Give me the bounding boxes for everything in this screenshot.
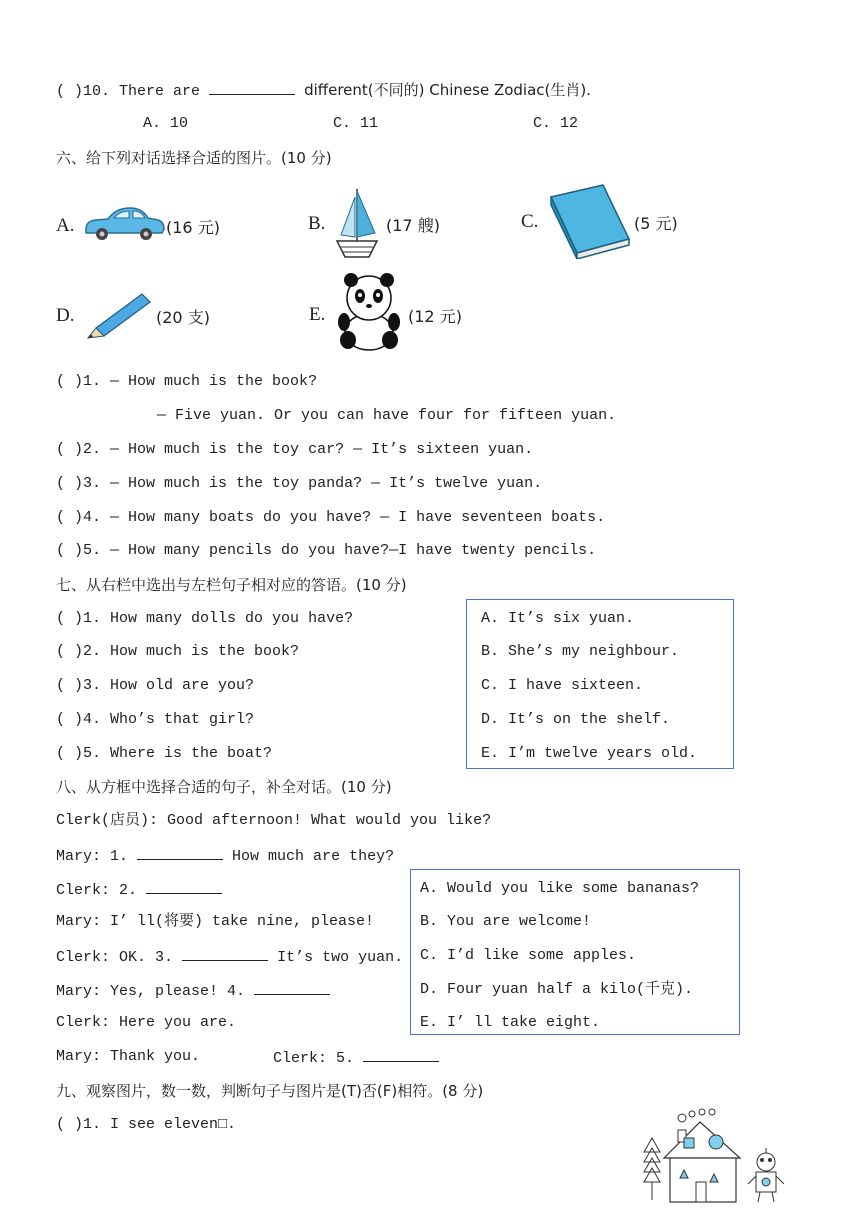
answer-blank-5[interactable] [363,1047,439,1062]
sailboat-icon [333,185,381,261]
s8-line-2-post: How much are they? [232,848,395,865]
picture-letter-c: C. [521,211,539,232]
s8-line-6 [56,980,330,1002]
q10-text-pre: There are [119,83,201,100]
picture-price-c: (5 元) [634,214,678,233]
answer-blank-3[interactable] [182,946,268,961]
s8-line-3 [56,879,222,901]
s7-left-2 [56,642,299,662]
s8-option-d: D. Four yuan half a kilo(千克). [420,981,694,998]
toy-car-icon [82,203,166,243]
picture-price-a: (16 元) [166,218,220,237]
answer-blank-2[interactable] [146,879,222,894]
picture-letter-a: A. [56,215,75,236]
answer-paren[interactable]: ( )1. [56,373,102,390]
picture-letter-e: E. [309,304,326,325]
answer-paren[interactable]: ( )5. [56,745,102,762]
s8-line-2-pre: Mary: 1. [56,848,129,865]
s8-line-7: Clerk: Here you are. [56,1014,237,1031]
s8-line-8b [273,1047,439,1069]
q10-line [56,80,591,102]
picture-price-b: (17 艘) [386,216,440,235]
s8-line-5-post: It’s two yuan. [277,949,404,966]
s6-item-text: — How many boats do you have? — I have seventeen boats. [110,509,606,526]
answer-paren[interactable]: ( )3. [56,677,102,694]
answer-paren[interactable]: ( )2. [56,643,102,660]
s7-left-4 [56,710,254,730]
answer-paren[interactable]: ( )4. [56,509,102,526]
picture-letter-b: B. [308,213,326,234]
section7-title: 七、从右栏中选出与左栏句子相对应的答语。(10 分) [56,576,407,594]
s6-item-4 [56,508,605,528]
s7-option-b: B. She’s my neighbour. [481,643,680,660]
s6-item-1-cont: — Five yuan. Or you can have four for fifteen yuan. [157,407,617,424]
s8-line-6-pre: Mary: Yes, please! 4. [56,983,246,1000]
answer-paren[interactable]: ( )1. [56,1116,102,1133]
s8-option-a: A. Would you like some bananas? [420,880,700,897]
s9-item-text: I see eleven□. [110,1116,237,1133]
answer-blank-4[interactable] [254,980,330,995]
s7-left-text: How many dolls do you have? [110,610,354,627]
s6-item-text: — How much is the toy car? — It’s sixteen yuan. [110,441,534,458]
s6-item-2 [56,440,533,460]
s7-left-5 [56,744,272,764]
s8-option-c: C. I’d like some apples. [420,947,637,964]
s6-item-text: — How much is the book? [110,373,318,390]
s8-line-8a: Mary: Thank you. [56,1048,201,1065]
panda-icon [334,270,404,354]
answer-paren[interactable]: ( )10. [56,83,111,100]
s7-left-text: Where is the boat? [110,745,273,762]
s8-line-5 [56,946,403,968]
answer-paren[interactable]: ( )4. [56,711,102,728]
section6-title: 六、给下列对话选择合适的图片。(10 分) [56,149,332,167]
s8-line-2 [56,845,394,867]
s8-line-5-pre: Clerk: OK. 3. [56,949,174,966]
section9-title: 九、观察图片，数一数，判断句子与图片是(T)否(F)相符。(8 分) [56,1082,484,1100]
s6-item-3 [56,474,542,494]
s8-line-3-pre: Clerk: 2. [56,882,138,899]
house-robot-picture [640,1108,790,1208]
pencil-icon [84,290,156,340]
q10-text-post: different(不同的) Chinese Zodiac(生肖). [304,81,592,99]
s8-option-b: B. You are welcome! [420,913,592,930]
picture-price-d: (20 支) [156,308,210,327]
s7-left-3 [56,676,254,696]
s7-option-c: C. I have sixteen. [481,677,644,694]
book-icon [547,183,631,259]
answer-blank-1[interactable] [137,845,223,860]
answer-paren[interactable]: ( )1. [56,610,102,627]
picture-letter-d: D. [56,305,75,326]
s6-item-1 [56,372,317,392]
q10-option-c: C. 12 [533,115,579,132]
answer-paren[interactable]: ( )3. [56,475,102,492]
s6-item-text: — How much is the toy panda? — It’s twelve yuan. [110,475,543,492]
section8-title: 八、从方框中选择合适的句子，补全对话。(10 分) [56,778,392,796]
s7-option-d: D. It’s on the shelf. [481,711,671,728]
s7-left-text: Who’s that girl? [110,711,255,728]
s8-line-4: Mary: I’ ll(将要) take nine, please! [56,913,375,930]
answer-blank[interactable] [209,80,295,95]
s8-line-1: Clerk(店员): Good afternoon! What would you like? [56,812,492,829]
picture-price-e: (12 元) [408,307,462,326]
s6-item-5 [56,541,596,561]
s7-option-e: E. I’m twelve years old. [481,745,698,762]
q10-option-a: A. 10 [143,115,189,132]
answer-paren[interactable]: ( )5. [56,542,102,559]
q10-option-b: C. 11 [333,115,379,132]
s7-left-text: How much is the book? [110,643,300,660]
s8-option-e: E. I’ ll take eight. [420,1014,601,1031]
s7-left-text: How old are you? [110,677,255,694]
s7-left-1 [56,609,353,629]
s7-option-a: A. It’s six yuan. [481,610,635,627]
s9-item-1 [56,1115,236,1135]
s6-item-text: — How many pencils do you have?—I have twenty pencils. [110,542,597,559]
s8-line-8b-pre: Clerk: 5. [273,1050,355,1067]
answer-paren[interactable]: ( )2. [56,441,102,458]
